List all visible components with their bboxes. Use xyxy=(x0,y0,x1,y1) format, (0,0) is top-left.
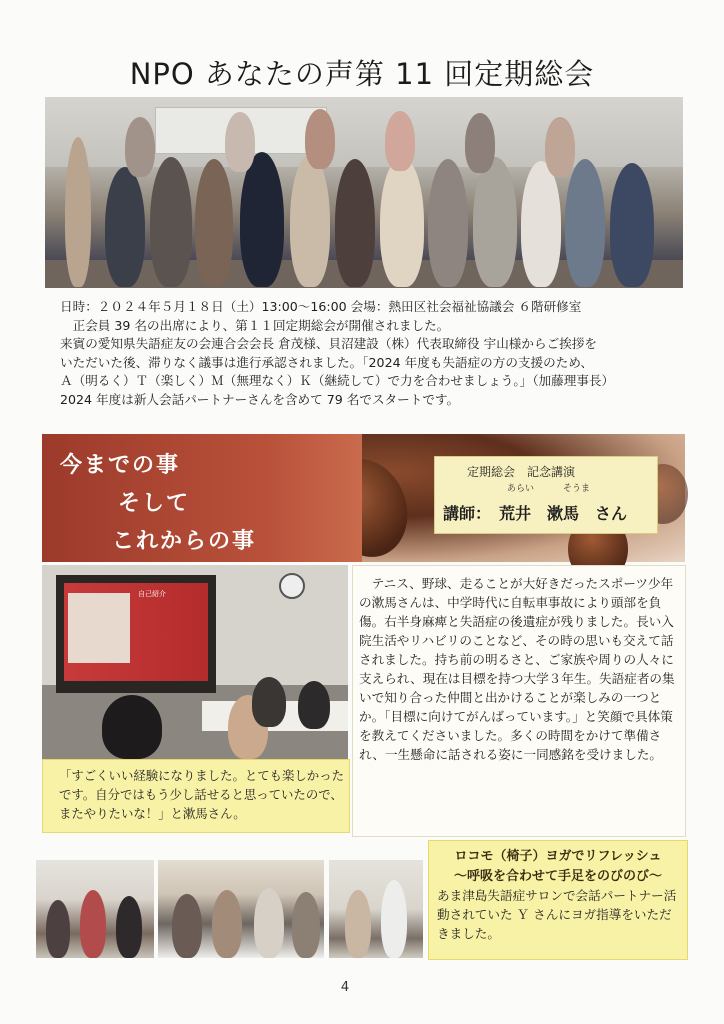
meeting-guests: 来賓の愛知県失語症友の会連合会会長 倉茂様、貝沼建設（株）代表取締役 宇山様からご挨拶を xyxy=(60,336,597,351)
meeting-date-venue: 日時：２０２４年５月１８日（土）13:00〜16:00 会場：熱田区社会福祉協議会 ６階研修室 xyxy=(60,299,582,314)
lecture-story-text: テニス、野球、走ることが大好きだったスポーツ少年の漱馬さんは、中学時代に自転車事故により頭部を負傷。右半身麻痺と失語症の後遺症が残りました。長い入院生活やリハビリのことなど、その時の思いも交えて話されました。持ち前の明るさと、ご家族や周りの人々に支えられ、現在は目標を持つ大学３年生。失語症者の集いで知り合った仲間と出かけることが楽しみの一つとか。「目標に向けてがんばっています。」と笑顔で具体策を教えてくださいました。多くの時間をかけて準備され、一生懸命に話される姿に一同感銘を受けました。 xyxy=(359,576,675,762)
speaker-quote xyxy=(42,759,350,833)
speaker-ruby-family: あらい xyxy=(507,484,535,494)
group-photo xyxy=(45,97,683,288)
lecture-story xyxy=(352,565,686,837)
yoga-body: あま津島失語症サロンで会話パートナー活動されていた Ｙ さんにヨガ指導をいただきました。 xyxy=(437,888,677,941)
yoga-heading: ロコモ（椅子）ヨガでリフレッシュ xyxy=(454,849,662,864)
yoga-box xyxy=(428,840,688,960)
banner-line-1: 今までの事 xyxy=(60,453,181,478)
banner-line-3: これからの事 xyxy=(112,529,257,554)
yoga-subheading: 〜呼吸を合わせて手足をのびのび〜 xyxy=(453,869,662,884)
projector-screen xyxy=(56,575,216,693)
meeting-info xyxy=(60,298,700,409)
lecture-speaker: 講師： 荒井 漱馬 さん xyxy=(443,504,628,523)
page-number: 4 xyxy=(340,980,350,995)
lecture-label xyxy=(434,456,658,534)
wall-clock-icon xyxy=(279,573,305,599)
page-title: NPO あなたの声第 11 回定期総会 xyxy=(129,57,595,91)
meeting-approval: いただいた後、滞りなく議事は進行承認されました。「2024 年度も失語症の方の支援のため、 xyxy=(60,354,593,370)
meeting-attendance: 正会員 39 名の出席により、第１１回定期総会が開催されました。 xyxy=(60,317,450,333)
banner-line-2: そして xyxy=(118,491,191,516)
lecture-banner xyxy=(42,434,362,562)
speaker-ruby-given: そうま xyxy=(563,484,591,494)
yoga-photo-2 xyxy=(158,860,324,958)
speaker-quote-text: 「すごくいい経験になりました。とても楽しかったです。自分ではもう少し話せると思っていたので、またやりたいな！」と漱馬さん。 xyxy=(59,768,344,821)
yoga-photo-1 xyxy=(36,860,154,958)
lecture-photo xyxy=(42,565,348,759)
yoga-photo-3 xyxy=(329,860,423,958)
slide-title: 自己紹介 xyxy=(138,590,166,598)
meeting-slogan: Ａ（明るく）Ｔ（楽しく）Ｍ（無理なく）Ｋ（継続して）で力を合わせましょう。」（加藤理事長） xyxy=(60,373,615,388)
lecture-subtitle: 定期総会 記念講演 xyxy=(467,465,576,479)
meeting-members: 2024 年度は新人会話パートナーさんを含めて 79 名でスタートです。 xyxy=(60,391,460,407)
